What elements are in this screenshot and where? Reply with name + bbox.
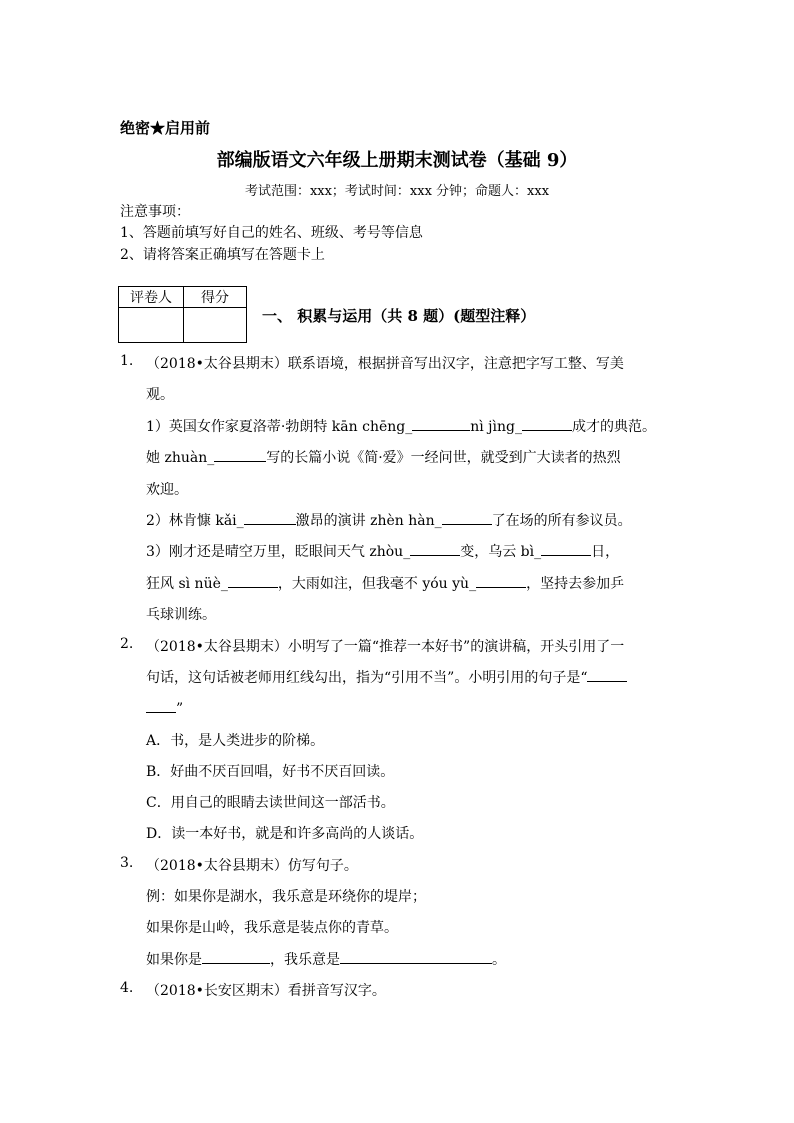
notice-item: 2、请将答案正确填写在答题卡上 [120,247,325,263]
grader-cell[interactable] [119,308,184,343]
question-line: 乓球训练。 [146,607,216,623]
answer-blank[interactable] [146,698,176,713]
question-stem: （2018•太谷县期末）小明写了一篇“推荐一本好书”的演讲稿，开头引用了一 [146,639,625,655]
line-text: ，我乐意是 [270,952,340,968]
answer-blank[interactable] [410,541,460,556]
answer-blank[interactable] [522,416,572,431]
question-line [146,573,624,593]
notice-heading: 注意事项： [120,204,190,220]
option-b[interactable]: B．好曲不厌百回唱，好书不厌百回读。 [146,764,395,780]
question-line [146,510,632,530]
answer-blank[interactable] [244,510,296,525]
answer-blank[interactable] [442,510,492,525]
line-text: 2）林肯慷 kǎi_ [146,513,244,529]
line-text: 。 [492,952,506,968]
exam-title: 部编版语文六年级上册期末测试卷（基础 9） [216,150,578,171]
option-c[interactable]: C．用自己的眼睛去读世间这一部活书。 [146,795,395,811]
answer-blank[interactable] [587,667,627,682]
score-header: 得分 [184,287,247,308]
question-stem: （2018•太谷县期末）仿写句子。 [146,858,358,874]
answer-blank[interactable] [228,573,278,588]
question-line [146,949,506,969]
answer-blank[interactable] [541,541,591,556]
line-text: ，大雨如注，但我毫不 yóu yù_ [277,576,477,592]
question-line: 欢迎。 [146,482,188,498]
notice-item: 1、答题前填写好自己的姓名、班级、考号等信息 [120,225,423,241]
line-text: 狂风 sì nüè_ [146,576,228,592]
question-stem [146,667,627,687]
example-line: 例：如果你是湖水，我乐意是环绕你的堤岸； [146,889,426,905]
line-text: 变，乌云 bì_ [460,544,542,560]
line-text: 写的长篇小说《简·爱》一经问世，就受到广大读者的热烈 [266,450,621,466]
option-d[interactable]: D．读一本好书，就是和许多高尚的人谈话。 [146,826,424,842]
answer-blank[interactable] [412,416,470,431]
line-text: 激昂的演讲 zhèn hàn_ [295,513,442,529]
question-stem: （2018•太谷县期末）联系语境，根据拼音写出汉字，注意把字写工整、写美 [146,356,624,372]
question-stem [146,698,183,717]
grader-header: 评卷人 [119,287,184,308]
line-text: 1）英国女作家夏洛蒂·勃朗特 kān chēng_ [146,419,413,435]
line-text: 日， [591,544,620,560]
question-stem: （2018•长安区期末）看拼音写汉字。 [146,983,386,999]
question-number: 1. [120,353,134,369]
answer-blank[interactable] [202,949,270,964]
question-line [146,447,621,467]
answer-blank[interactable] [214,447,266,462]
question-number: 3. [120,855,134,871]
confidential-mark: 绝密★启用前 [120,119,211,137]
example-line: 如果你是山岭，我乐意是装点你的青草。 [146,920,398,936]
answer-blank[interactable] [476,573,526,588]
exam-info: 考试范围：xxx；考试时间：xxx 分钟；命题人：xxx [244,184,550,199]
question-number: 2. [120,636,134,652]
question-line [146,416,656,436]
question-number: 4. [120,980,134,996]
answer-blank[interactable] [340,949,492,964]
score-cell[interactable] [184,308,247,343]
line-text: ” [176,701,184,717]
score-table [118,286,247,343]
question-line [146,541,619,561]
section-heading: 一、 积累与运用（共 8 题）(题型注释） [262,307,536,325]
question-stem: 观。 [146,387,174,403]
line-text: 3）刚才还是晴空万里，眨眼间天气 zhòu_ [146,544,411,560]
line-text: 句话，这句话被老师用红线勾出，指为“引用不当”。小明引用的句子是“ [146,670,588,686]
option-a[interactable]: A．书，是人类进步的阶梯。 [146,733,325,749]
line-text: 了在场的所有参议员。 [491,513,632,529]
line-text: nì jìng_ [470,419,522,435]
line-text: 她 zhuàn_ [146,450,215,466]
line-text: ，坚持去参加乒 [526,576,625,592]
line-text: 成才的典范。 [571,419,656,435]
line-text: 如果你是 [146,952,202,968]
